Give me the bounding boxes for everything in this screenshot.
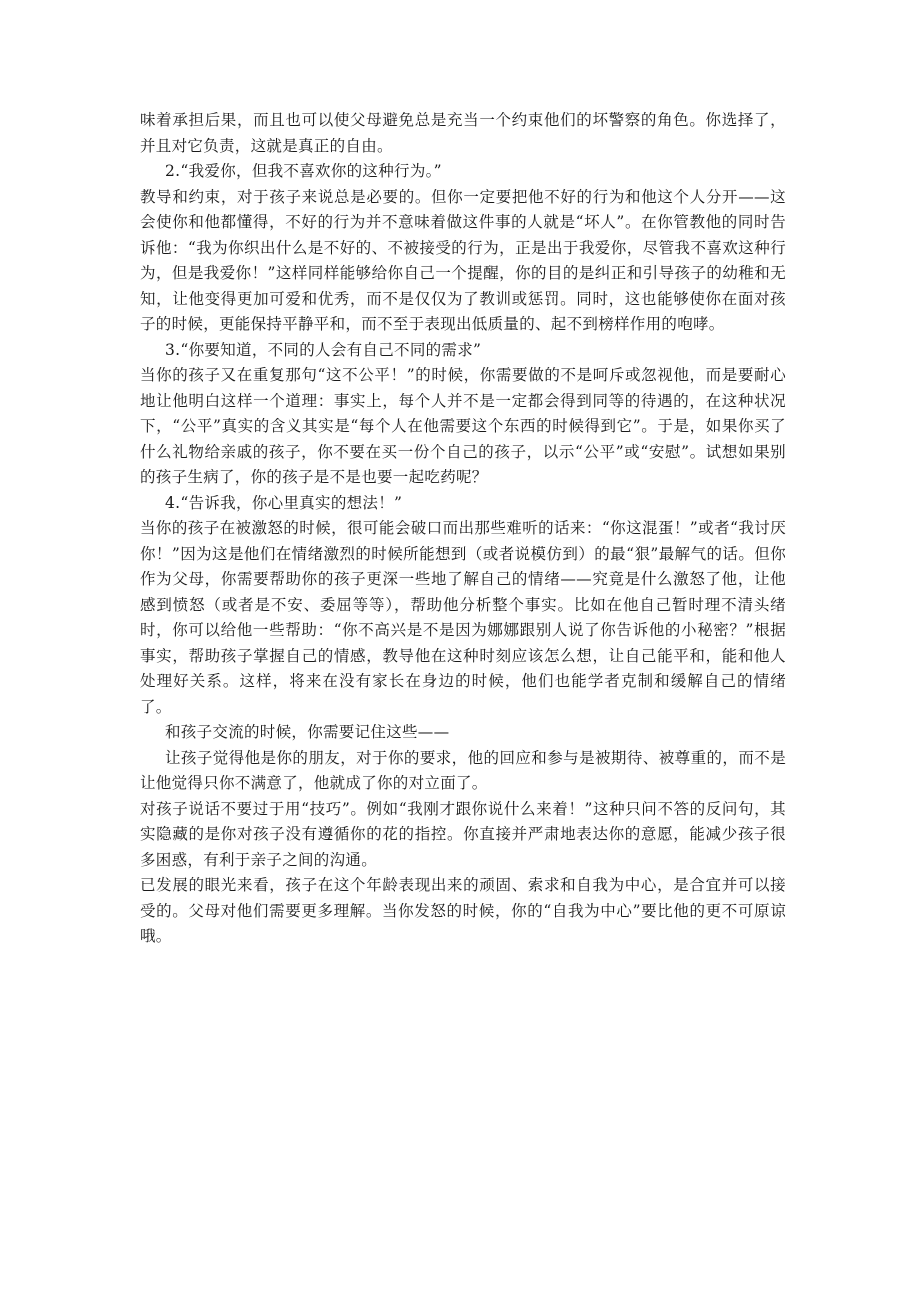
reminder-item-skills: 对孩子说话不要过于用“技巧”。例如“我刚才跟你说什么来着！”这种只问不答的反问句，其实隐藏的是你对孩子没有遵循你的花的指控。你直接并严肃地表达你的意愿，能减少孩子很多困惑，有利于亲子之间的沟通。 bbox=[140, 799, 786, 869]
section-heading-2: 2.“我爱你，但我不喜欢你的这种行为。” bbox=[165, 162, 442, 180]
section-heading-4: 4.“告诉我，你心里真实的想法！” bbox=[165, 493, 403, 512]
paragraph-section-4: 当你的孩子在被激怒的时候，很可能会破口而出那些难听的话来：“你这混蛋！”或者“我讨厌你！”因为这是他们在情绪激烈的时候所能想到（或者说模仿到）的最“狠”最解气的话。但你作为父母，你需要帮助你的孩子更深一些地了解自己的情绪——究竟是什么激怒了他，让他感到愤怒（或者是不安、委屈等等），帮助他分析整个事实。比如在他自己暂时理不清头绪时，你可以给他一些帮助：“你不高兴是不是因为娜娜跟别人说了你告诉他的小秘密？”根据事实，帮助孩子掌握自己的情感，教导他在这种时刻应该怎么想，让自己能平和，能和他人处理好关系。这样，将来在没有家长在身边的时候，他们也能学者克制和缓解自己的情绪了。 bbox=[140, 519, 786, 716]
paragraph-continuation: 味着承担后果，而且也可以使父母避免总是充当一个约束他们的坏警察的角色。你选择了，并且对它负责，这就是真正的自由。 bbox=[140, 111, 786, 155]
reminder-item-friend: 让孩子觉得他是你的朋友，对于你的要求，他的回应和参与是被期待、被尊重的，而不是让他觉得只你不满意了，他就成了你的对立面了。 bbox=[140, 748, 786, 792]
reminder-item-perspective: 已发展的眼光来看，孩子在这个年龄表现出来的顽固、索求和自我为中心，是合宜并可以接受的。父母对他们需要更多理解。当你发怒的时候，你的“自我为中心”要比他的更不可原谅哦。 bbox=[140, 876, 786, 945]
paragraph-section-3: 当你的孩子又在重复那句“这不公平！”的时候，你需要做的不是呵斥或忽视他，而是要耐心地让他明白这样一个道理：事实上，每个人并不是一定都会得到同等的待遇的，在这种状况下，“公平”真实的含义其实是“每个人在他需要这个东西的时候得到它”。于是，如果你买了什么礼物给亲戚的孩子，你不要在买一份个自己的孩子，以示“公平”或“安慰”。试想如果别的孩子生病了，你的孩子是不是也要一起吃药呢？ bbox=[140, 366, 786, 486]
reminder-heading: 和孩子交流的时候，你需要记住这些—— bbox=[165, 723, 450, 741]
paragraph-section-2: 教导和约束，对于孩子来说总是必要的。但你一定要把他不好的行为和他这个人分开——这会使你和他都懂得，不好的行为并不意味着做这件事的人就是“坏人”。在你管教他的同时告诉他：“我为你织出什么是不好的、不被接受的行为，正是出于我爱你，尽管我不喜欢这种行为，但是我爱你！”这样同样能够给你自己一个提醒，你的目的是纠正和引导孩子的幼稚和无知，让他变得更加可爱和优秀，而不是仅仅为了教训或惩罚。同时，这也能够使你在面对孩子的时候，更能保持平静平和，而不至于表现出低质量的、起不到榜样作用的咆哮。 bbox=[140, 187, 786, 333]
section-heading-3: 3.“你要知道，不同的人会有自己不同的需求” bbox=[165, 340, 482, 359]
document-body bbox=[140, 108, 786, 950]
